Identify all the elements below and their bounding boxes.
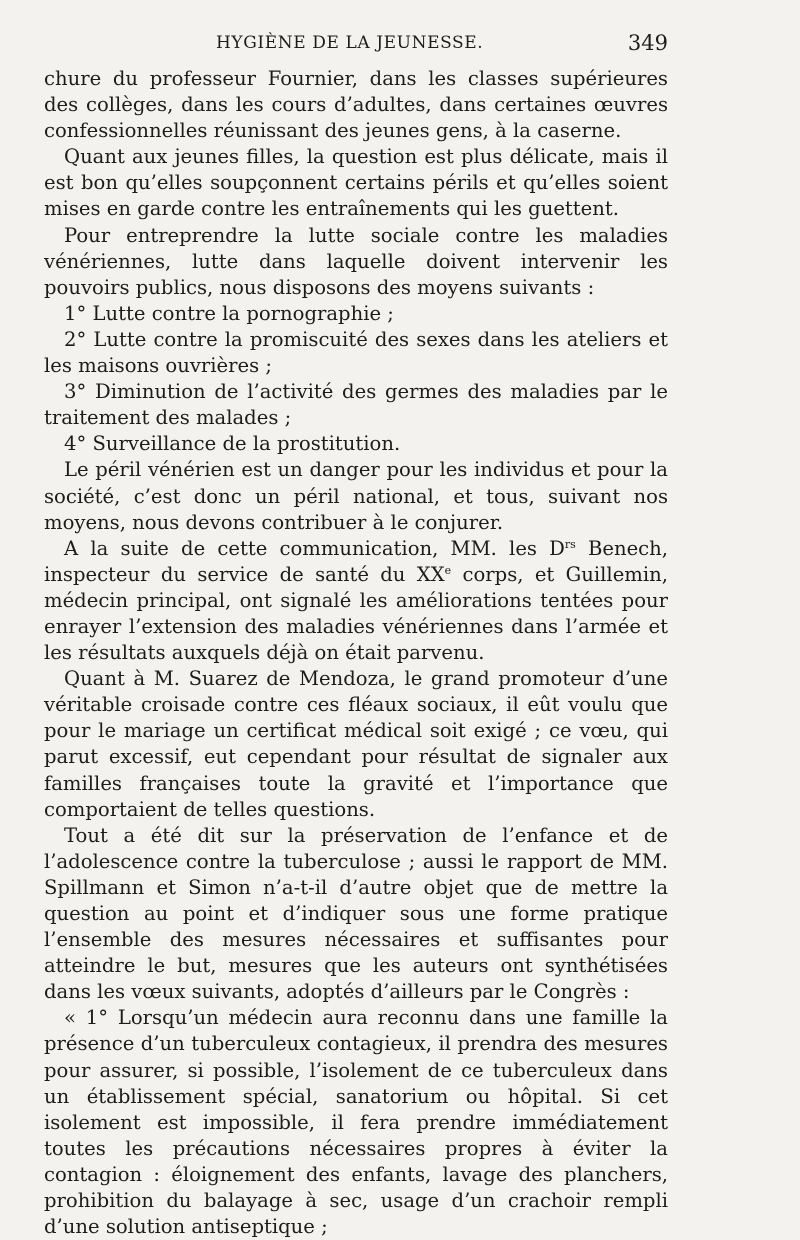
page-number: 349: [627, 31, 668, 55]
list-item-3: 3° Diminution de l’activité des germes des maladies par le traitement des malades ;: [44, 380, 668, 430]
paragraph-tuberculosis: Tout a été dit sur la préservation de l’enfance et de l’adolescence contre la tuberculose ; aussi le rapport de MM. Spillmann et Simon n’a-t-il d’autre objet que de mettre la question au point et d’indiquer sous une forme pratique l’ensemble des mesures nécessaires et suffisantes pour atteindre le but, mesures que les auteurs ont synthétisées dans les vœux suivants, adoptés d’ailleurs par le Congrès :: [44, 823, 668, 1004]
paragraph-communication-part-c: corps, et Guillemin, médecin principal, ont signalé les améliorations tentées pour enrayer l’extension des maladies vénériennes dans l’armée et les résultats auxquels déjà on était parvenu.: [44, 562, 668, 665]
list-item-2: 2° Lutte contre la promiscuité des sexes dans les ateliers et les maisons ouvrières ;: [44, 327, 668, 378]
list-item-4: 4° Surveillance de la prostitution.: [64, 432, 401, 456]
paragraph-continuation: chure du professeur Fournier, dans les classes supérieures des collèges, dans les cours d’adultes, dans certaines œuvres confessionnelles réunissant des jeunes gens, à la caserne.: [44, 67, 668, 143]
paragraph-social-struggle: Pour entreprendre la lutte sociale contre les maladies vénériennes, lutte dans laquelle doivent intervenir les pouvoirs publics, nous disposons des moyens suivants :: [44, 223, 668, 299]
paragraph-communication: [44, 536, 668, 666]
superscript-xxe: e: [444, 563, 452, 577]
running-title: HYGIÈNE DE LA JEUNESSE.: [216, 33, 484, 53]
paragraph-vow-1: « 1° Lorsqu’un médecin aura reconnu dans une famille la présence d’un tuberculeux contagieux, il prendra des mesures pour assurer, si possible, l’isolement de ce tuberculeux dans un établissement spécial, sanatorium ou hôpital. Si cet isolement est impossible, il fera prendre immédiatement toutes les précautions nécessaires propres à éviter la contagion : éloignement des enfants, lavage des planchers, prohibition du balayage à sec, usage d’un crachoir rempli d’une solution antiseptique ;: [44, 1006, 668, 1239]
paragraph-communication-part-b: Benech, inspecteur du service de santé du XX: [44, 536, 668, 586]
paragraph-communication-part-a: A la suite de cette communication, MM. les D: [64, 536, 565, 560]
paragraph-young-girls: Quant aux jeunes filles, la question est plus délicate, mais il est bon qu’elles soupçonnent certains périls et qu’elles soient mises en garde contre les entraînements qui les guettent.: [44, 145, 668, 221]
running-header: [44, 33, 668, 59]
superscript-drs: rs: [564, 537, 576, 551]
body-text: [44, 66, 668, 1240]
paragraph-suarez-de-mendoza: Quant à M. Suarez de Mendoza, le grand promoteur d’une véritable croisade contre ces fléaux sociaux, il eût voulu que pour le mariage un certificat médical soit exigé ; ce vœu, qui parut excessif, eut cependant pour résultat de signaler aux familles françaises toute la gravité et l’importance que comportaient de telles questions.: [44, 667, 668, 821]
paragraph-venereal-peril: Le péril vénérien est un danger pour les individus et pour la société, c’est donc un péril national, et tous, suivant nos moyens, nous devons contribuer à le conjurer.: [44, 458, 668, 534]
list-item-1: 1° Lutte contre la pornographie ;: [64, 301, 394, 325]
